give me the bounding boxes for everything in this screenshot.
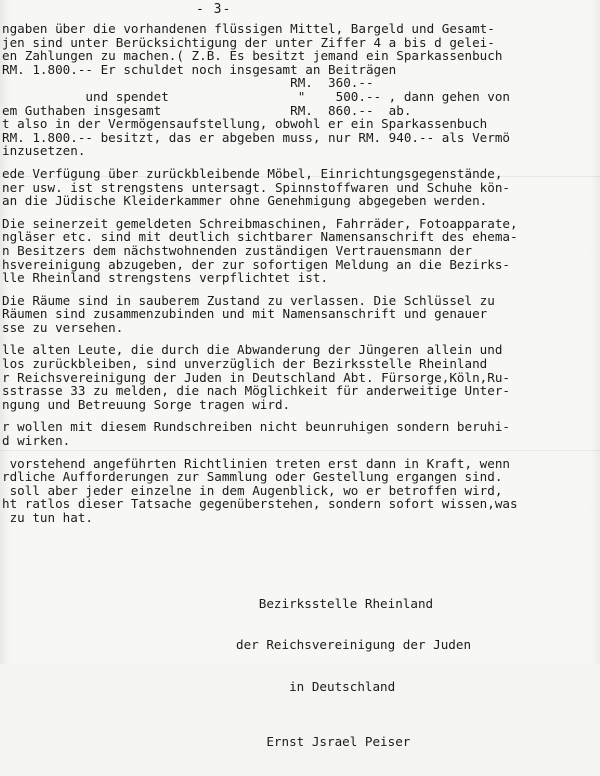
text-line: los zurückbleiben, sind unverzüglich der Bezirksstelle Rheinland [2,356,488,372]
text-line: an die Jüdische Kleiderkammer ohne Genehmigung abgegeben werden. [2,193,488,209]
paragraph [2,294,598,335]
text-line: inzusetzen. [2,143,86,159]
paragraph [2,457,598,525]
text-line: ngläser etc. sind mit deutlich sichtbarer Namensanschrift des ehema- [2,229,518,245]
text-line: lle alten Leute, die durch die Abwanderung der Jüngeren allein und [2,342,503,358]
text-line: n Besitzers dem nächstwohnenden zuständigen Vertrauensmann der [2,242,473,258]
paragraph [2,22,598,158]
paragraph [2,167,598,208]
text-line: en Zahlungen zu machen.( Z.B. Es besitzt jemand ein Sparkassenbuch [2,48,503,64]
text-line: RM. 1.800.-- besitzt, das er abgeben muss, nur RM. 940.-- als Vermö [2,129,510,145]
text-line: RM. 360.-- [2,75,374,91]
text-line: ngaben über die vorhandenen flüssigen Mittel, Bargeld und Gesamt- [2,21,495,36]
paragraph [2,343,598,411]
text-line: vorstehend angeführten Richtlinien treten erst dann in Kraft, wenn [2,455,510,471]
text-line: Die seinerzeit gemeldeten Schreibmaschinen, Fahrräder, Fotoapparate, [2,215,518,231]
text-line: sse zu versehen. [2,319,124,335]
text-line: sstrasse 33 zu melden, die nach Möglichkeit für anderweitige Unter- [2,383,510,399]
paragraph [2,420,598,447]
text-line: soll aber jeder einzelne in dem Augenblick, wo er betroffen wird, [2,482,503,498]
text-line: lle Rheinland strengstens verpflichtet ist. [2,270,329,286]
text-line: r wollen mit diesem Rundschreiben nicht beunruhigen sondern beruhi- [2,419,510,435]
text-line: Die Räume sind in sauberem Zustand zu verlassen. Die Schlüssel zu [2,292,495,308]
paragraph [2,217,598,285]
signatory-name: Ernst Jsrael Peiser [236,733,411,749]
text-line: ngung und Betreuung Sorge tragen wird. [2,396,291,412]
document-body [2,22,598,534]
signature-line: Bezirksstelle Rheinland [236,596,434,612]
text-line: t also in der Vermögensaufstellung, obwohl er ein Sparkassenbuch [2,116,488,132]
text-line: jen sind unter Berücksichtigung der unter Ziffer 4 a bis d gelei- [2,34,495,50]
text-line: ner usw. ist strengstens untersagt. Spinnstoffwaren und Schuhe kön- [2,179,510,195]
text-line: hsvereinigung abzugeben, der zur sofortigen Meldung an die Bezirks- [2,256,510,272]
signature-line: in Deutschland [236,678,396,694]
text-line: RM. 1.800.-- Er schuldet noch insgesamt an Beiträgen [2,61,397,77]
text-line: r Reichsvereinigung der Juden in Deutschland Abt. Fürsorge,Köln,Ru- [2,369,510,385]
text-line: zu tun hat. [2,510,93,525]
signature-block [236,570,471,776]
text-line: ht ratlos dieser Tatsache gegenüberstehen, sondern sofort wissen,was [2,496,518,512]
signature-line: der Reichsvereinigung der Juden [236,637,472,653]
text-line: ede Verfügung über zurückbleibende Möbel, Einrichtungsgegenstände, [2,165,503,181]
text-line: em Guthaben insgesamt RM. 860.-- ab. [2,102,412,118]
text-line: d wirken. [2,433,71,449]
text-line: und spendet " 500.-- , dann gehen von [2,88,510,104]
text-line: Räumen sind zusammenzubinden und mit Namensanschrift und genauer [2,306,488,322]
page-number: - 3- [196,2,232,17]
text-line: rdliche Aufforderungen zur Sammlung oder Gestellung ergangen sind. [2,469,503,485]
